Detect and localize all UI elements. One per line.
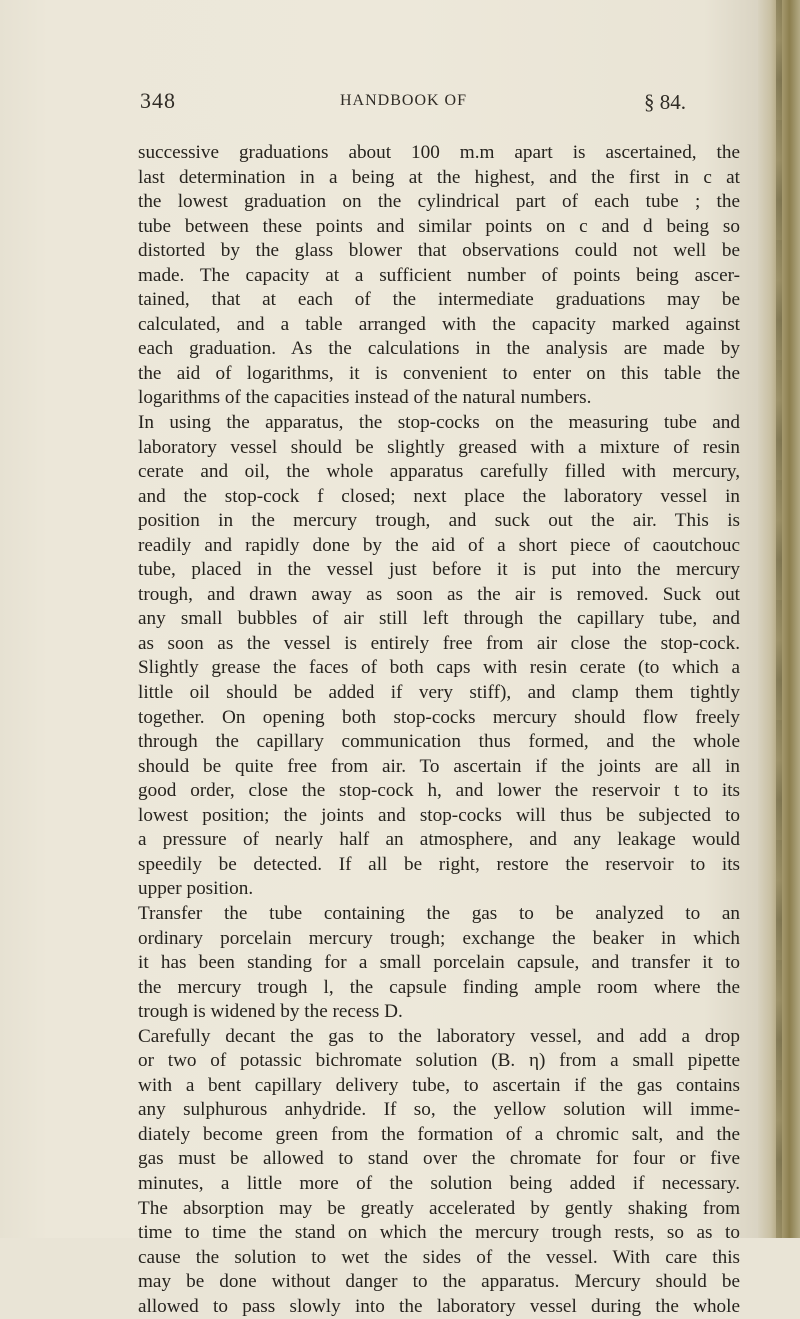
text-line: In using the apparatus, the stop-cocks on the measuring tube and — [138, 412, 740, 434]
text-line: a pressure of nearly half an atmosphere, and any leakage would — [138, 829, 740, 851]
text-line: calculated, and a table arranged with the capacity marked against — [138, 313, 740, 335]
body-text — [138, 141, 740, 1319]
text-line: through the capillary communication thus formed, and the whole — [138, 731, 740, 753]
text-line: good order, close the stop-cock h, and lower the reservoir t to its — [138, 780, 740, 802]
text-line: laboratory vessel should be slightly greased with a mixture of resin — [138, 436, 740, 458]
text-line: ordinary porcelain mercury trough; exchange the beaker in which — [138, 927, 740, 949]
text-line: as soon as the vessel is entirely free from air close the stop-cock. — [138, 632, 740, 654]
text-line: little oil should be added if very stiff), and clamp them tightly — [138, 682, 740, 704]
running-head: HANDBOOK OF — [340, 92, 468, 109]
text-line: tube, placed in the vessel just before it is put into the mercury — [138, 559, 740, 581]
text-line: gas must be allowed to stand over the chromate for four or five — [138, 1148, 740, 1170]
text-line: any small bubbles of air still left through the capillary tube, and — [138, 608, 740, 630]
text-line: readily and rapidly done by the aid of a short piece of caoutchouc — [138, 534, 740, 556]
text-line: made. The capacity at a sufficient number of points being ascer- — [138, 264, 740, 286]
text-line: together. On opening both stop-cocks mercury should flow freely — [138, 706, 740, 728]
text-line: cerate and oil, the whole apparatus carefully filled with mercury, — [138, 461, 740, 483]
text-line: any sulphurous anhydride. If so, the yellow solution will imme- — [138, 1099, 740, 1121]
text-line: should be quite free from air. To ascertain if the joints are all in — [138, 755, 740, 777]
text-line: Slightly grease the faces of both caps with resin cerate (to which a — [138, 657, 740, 679]
section-number: § 84. — [644, 90, 686, 114]
text-line: successive graduations about 100 m.m apart is ascertained, the — [138, 142, 740, 163]
text-line: The absorption may be greatly accelerated by gently shaking from — [138, 1197, 740, 1219]
text-line: allowed to pass slowly into the laboratory vessel during the whole — [138, 1295, 740, 1317]
text-line: each graduation. As the calculations in the analysis are made by — [138, 338, 740, 360]
text-line: Transfer the tube containing the gas to be analyzed to an — [138, 902, 740, 924]
text-line: trough is widened by the recess D. — [138, 1001, 403, 1023]
text-line: or two of potassic bichromate solution (B. η) from a small pipette — [138, 1050, 740, 1072]
text-line: with a bent capillary delivery tube, to ascertain if the gas contains — [138, 1074, 740, 1096]
text-line: logarithms of the capacities instead of the natural numbers. — [138, 387, 592, 409]
text-line: tube between these points and similar points on c and d being so — [138, 215, 740, 237]
text-line: diately become green from the formation of a chromic salt, and the — [138, 1123, 740, 1145]
text-line: cause the solution to wet the sides of the vessel. With care this — [138, 1246, 740, 1268]
text-line: it has been standing for a small porcelain capsule, and transfer it to — [138, 952, 740, 974]
text-line: speedily be detected. If all be right, restore the reservoir to its — [138, 853, 740, 875]
text-line: the mercury trough l, the capsule finding ample room where the — [138, 976, 740, 998]
text-line: position in the mercury trough, and suck out the air. This is — [138, 510, 740, 532]
text-line: tained, that at each of the intermediate graduations may be — [138, 289, 740, 311]
page-number: 348 — [140, 88, 176, 113]
text-line: the aid of logarithms, it is convenient to enter on this table the — [138, 362, 740, 384]
page-binding-edge — [758, 0, 800, 1238]
text-line: time to time the stand on which the mercury trough rests, so as to — [138, 1222, 740, 1244]
text-line: trough, and drawn away as soon as the air is removed. Suck out — [138, 583, 740, 605]
text-line: and the stop-cock f closed; next place the laboratory vessel in — [138, 485, 740, 507]
text-line: may be done without danger to the apparatus. Mercury should be — [138, 1271, 740, 1293]
text-line: Carefully decant the gas to the laboratory vessel, and add a drop — [138, 1025, 740, 1047]
text-line: the lowest graduation on the cylindrical part of each tube ; the — [138, 191, 740, 213]
text-line: lowest position; the joints and stop-cocks will thus be subjected to — [138, 804, 740, 826]
text-line: last determination in a being at the highest, and the first in c at — [138, 166, 740, 188]
page-header — [100, 88, 700, 118]
text-line: distorted by the glass blower that observations could not well be — [138, 240, 740, 262]
text-line: minutes, a little more of the solution being added if necessary. — [138, 1172, 740, 1194]
text-line: upper position. — [138, 878, 254, 900]
